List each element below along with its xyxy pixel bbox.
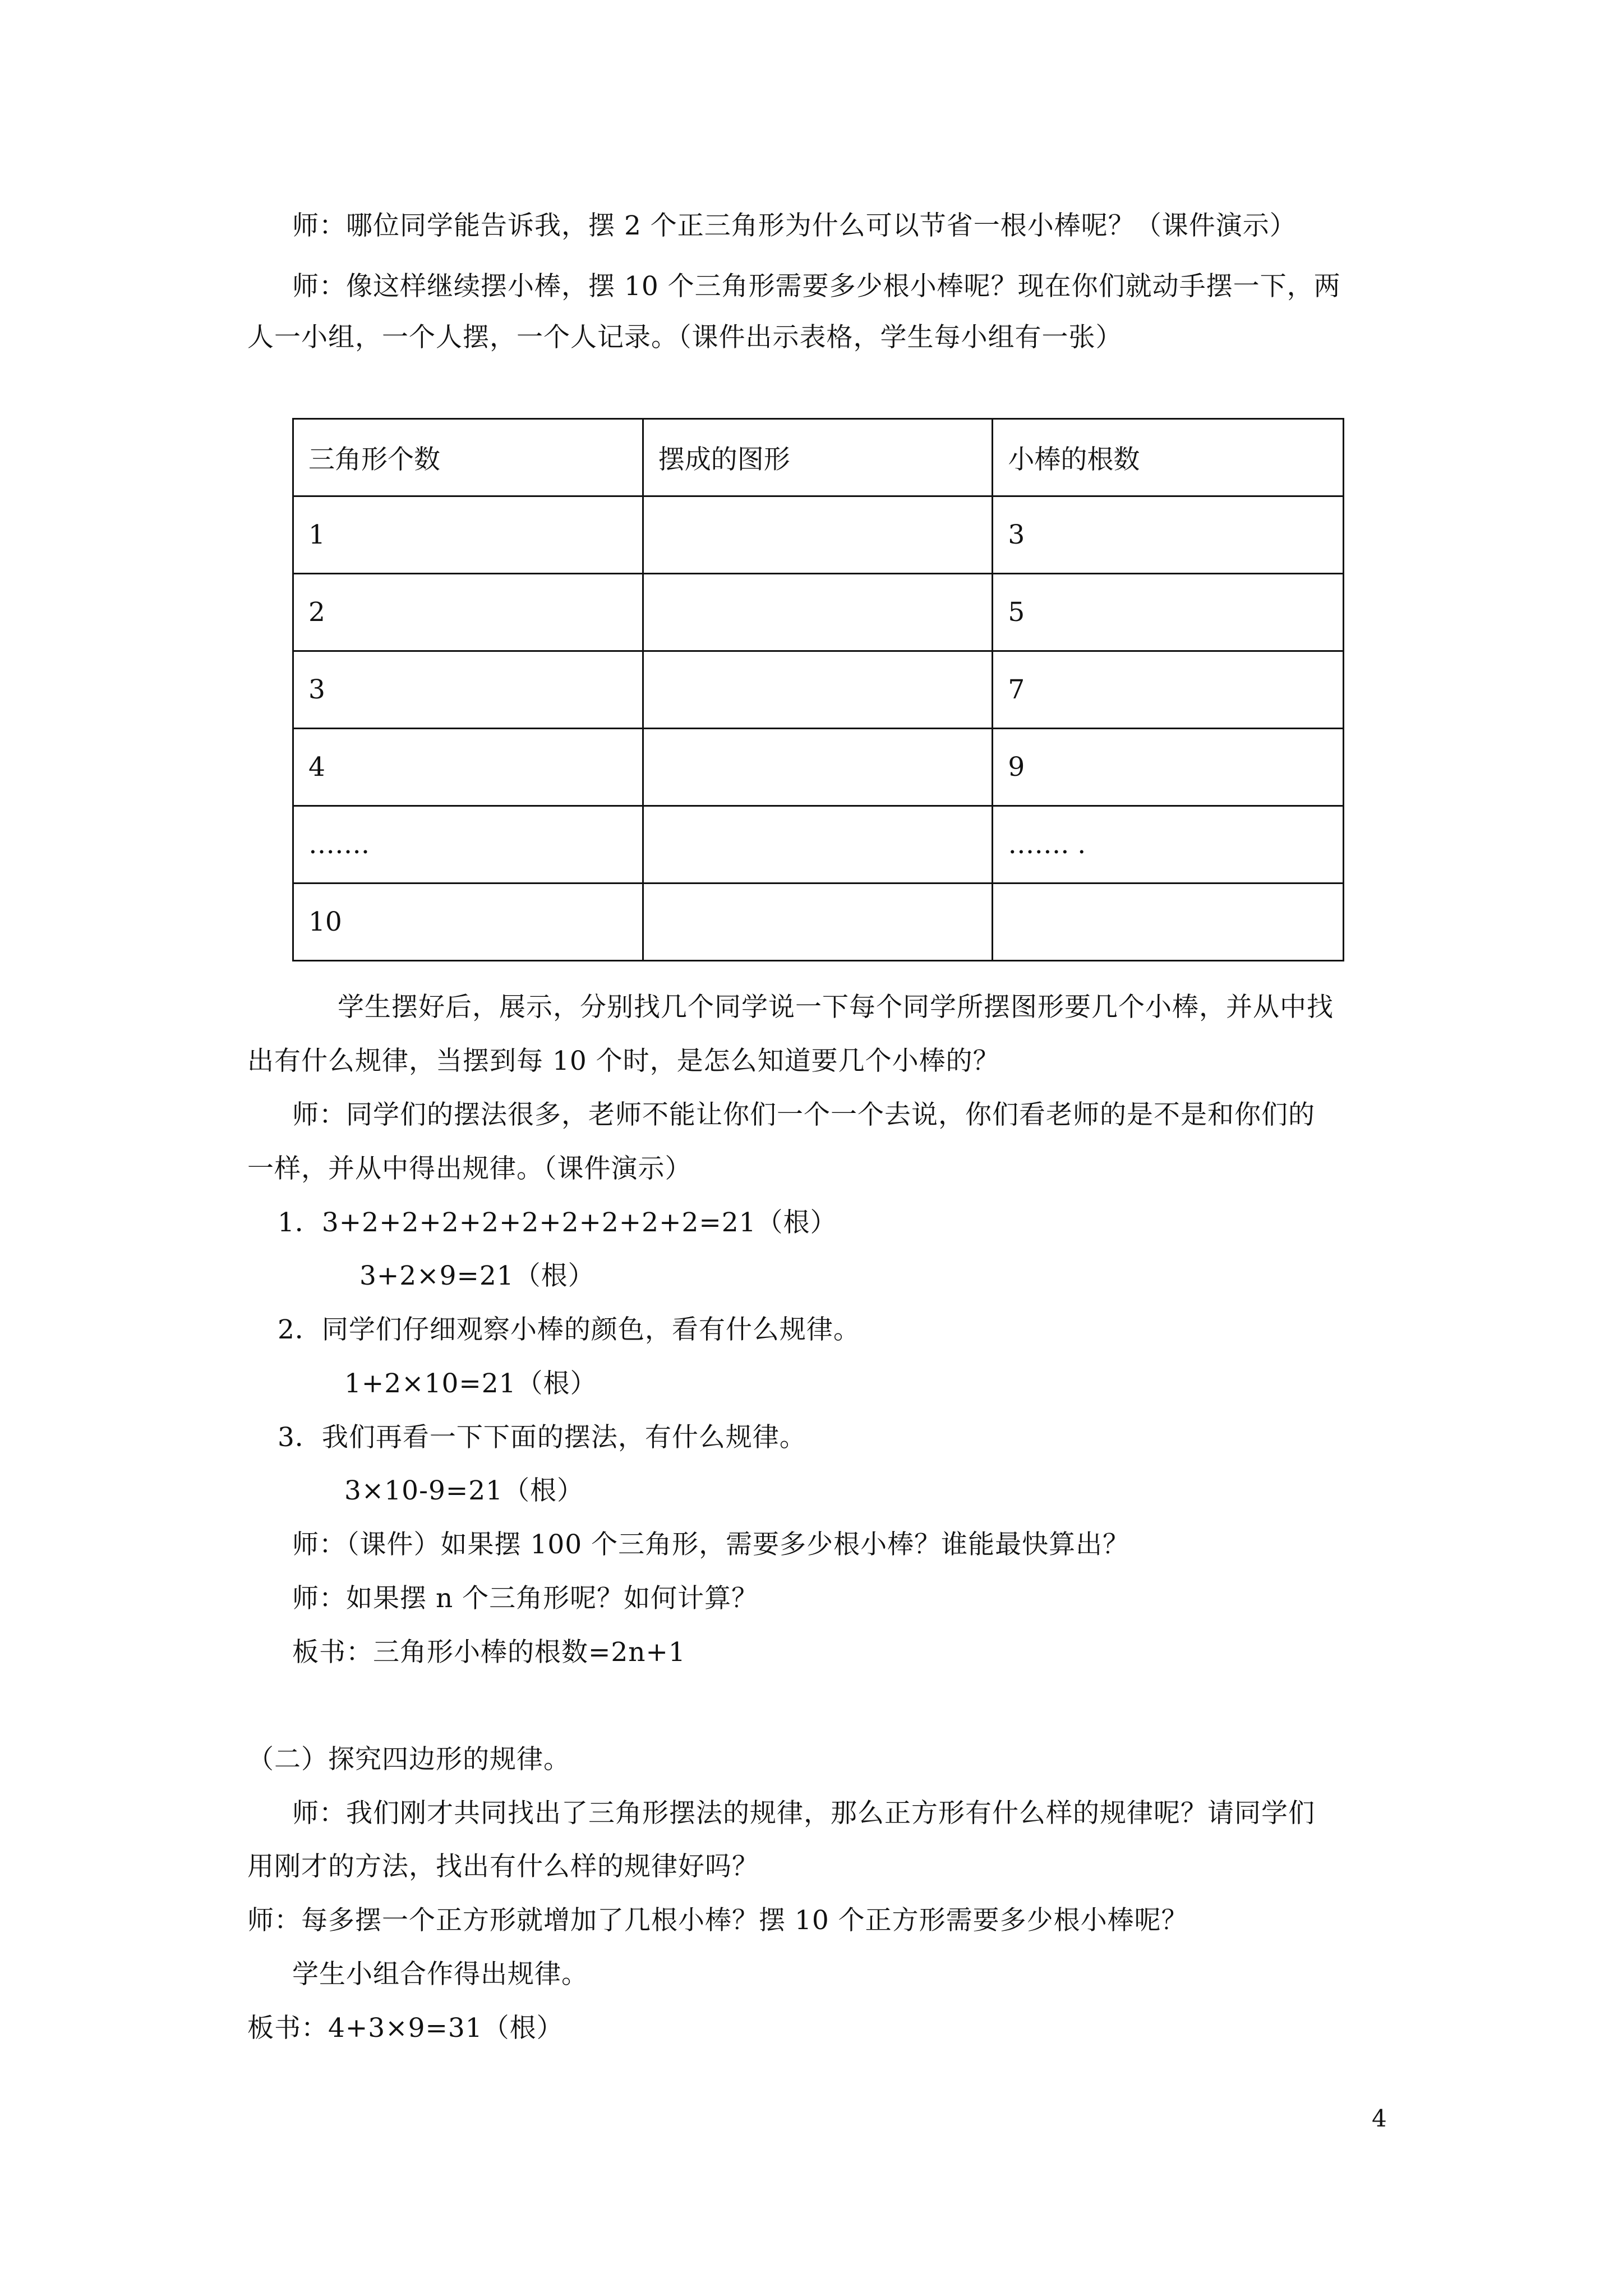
table-cell: …….: [293, 806, 643, 884]
board-writing-square: 板书：4+3×9=31（根）: [247, 2013, 564, 2044]
table-row: [293, 884, 1344, 961]
method-2: 2．同学们仔细观察小棒的颜色，看有什么规律。: [278, 1314, 860, 1345]
table-row: [293, 806, 1344, 884]
table-cell: 9: [993, 729, 1344, 806]
table-header-cell: 小棒的根数: [993, 419, 1344, 496]
paragraph-student-display-line-1: 学生摆好后，展示，分别找几个同学说一下每个同学所摆图形要几个小棒，并从中找: [338, 992, 1334, 1023]
paragraph-teacher-question-100: 师：（课件）如果摆 100 个三角形，需要多少根小棒？谁能最快算出？: [292, 1529, 1130, 1560]
table-row: [293, 729, 1344, 806]
table-row: [293, 496, 1344, 574]
table-cell: [643, 729, 993, 806]
table-header-row: [293, 419, 1344, 496]
table-header-cell: 摆成的图形: [643, 419, 993, 496]
paragraph-teacher-methods-line-1: 师：同学们的摆法很多，老师不能让你们一个一个去说，你们看老师的是不是和你们的: [292, 1099, 1315, 1130]
table-cell: 7: [993, 651, 1344, 729]
table-cell: 3: [293, 651, 643, 729]
section-heading-quadrilateral: （二）探究四边形的规律。: [247, 1744, 570, 1775]
paragraph-teacher-instruction-line-1: 师：像这样继续摆小棒，摆 10 个三角形需要多少根小棒呢？现在你们就动手摆一下，两: [292, 271, 1341, 302]
method-2-formula: 1+2×10=21（根）: [344, 1368, 597, 1399]
table-cell: ……. .: [993, 806, 1344, 884]
paragraph-group-work: 学生小组合作得出规律。: [292, 1959, 588, 1990]
method-3: 3．我们再看一下下面的摆法，有什么规律。: [278, 1422, 806, 1453]
paragraph-teacher-question-n: 师：如果摆 n 个三角形呢？如何计算？: [292, 1583, 759, 1614]
table-cell: 3: [993, 496, 1344, 574]
table-row: [293, 574, 1344, 651]
table-cell: 2: [293, 574, 643, 651]
paragraph-square-rule-line-1: 师：我们刚才共同找出了三角形摆法的规律，那么正方形有什么样的规律呢？请同学们: [292, 1798, 1315, 1829]
table-cell: [993, 884, 1344, 961]
paragraph-student-display-line-2: 出有什么规律，当摆到每 10 个时，是怎么知道要几个小棒的？: [247, 1046, 1000, 1076]
method-1: 1．3+2+2+2+2+2+2+2+2+2=21（根）: [278, 1207, 837, 1238]
table-cell: [643, 806, 993, 884]
table-cell: 5: [993, 574, 1344, 651]
table-cell: [643, 496, 993, 574]
table-cell: 1: [293, 496, 643, 574]
method-1-formula: 3+2×9=21（根）: [359, 1260, 595, 1291]
table-row: [293, 651, 1344, 729]
table-cell: 4: [293, 729, 643, 806]
table-cell: [643, 884, 993, 961]
board-writing-triangle: 板书：三角形小棒的根数=2n+1: [292, 1637, 686, 1668]
record-table: [292, 418, 1344, 961]
table-cell: 10: [293, 884, 643, 961]
page-number: 4: [1372, 2105, 1387, 2132]
paragraph-square-rule-line-2: 用刚才的方法，找出有什么样的规律好吗？: [247, 1851, 759, 1882]
paragraph-square-question: 师：每多摆一个正方形就增加了几根小棒？摆 10 个正方形需要多少根小棒呢？: [247, 1905, 1188, 1936]
method-3-formula: 3×10-9=21（根）: [344, 1475, 584, 1506]
paragraph-teacher-methods-line-2: 一样，并从中得出规律。（课件演示）: [247, 1153, 692, 1184]
paragraph-teacher-instruction-line-2: 人一小组，一个人摆，一个人记录。（课件出示表格，学生每小组有一张）: [247, 322, 1123, 353]
table-cell: [643, 651, 993, 729]
table-header-cell: 三角形个数: [293, 419, 643, 496]
table-cell: [643, 574, 993, 651]
paragraph-teacher-question-1: 师：哪位同学能告诉我，摆 2 个正三角形为什么可以节省一根小棒呢？（课件演示）: [292, 210, 1297, 241]
